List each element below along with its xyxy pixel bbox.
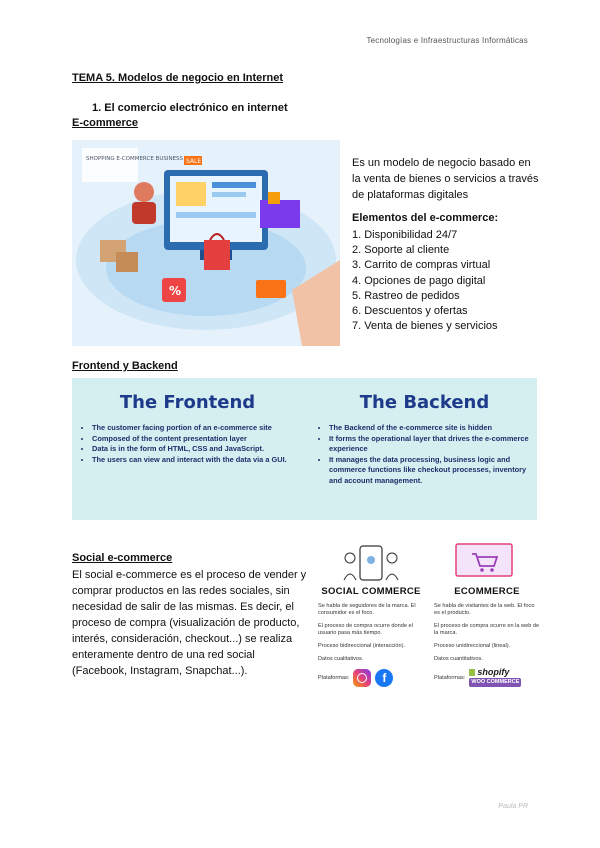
list-item: 7. Venta de bienes y servicios: [352, 320, 498, 333]
list-item: • It manages the data processing, business logic and commerce functions like checkout processes, inventory and account management.: [329, 455, 532, 487]
cart-screen-icon: [454, 542, 514, 582]
illustration-banner-text: SHOPPING E-COMMERCE BUSINESS: [86, 156, 184, 162]
list-item: El proceso de compra ocurre donde el usuario pasa más tiempo.: [318, 623, 413, 636]
social-platforms: [318, 669, 424, 687]
social-description: El social e-commerce es el proceso de vender y comprar productos en las redes sociales, sin necesidad de salir de las mismas. Es decir, el proceso de compra (visualización de producto, interés, consideración, checkout...) se realiza enteramente dentro de una red social (Facebook, Instagram, Snapchat...).: [72, 569, 307, 677]
backend-title: The Backend: [359, 392, 490, 413]
list-item: 3. Carrito de compras virtual: [352, 259, 491, 272]
list-item: Se habla de visitantes de la web. El foco es el producto.: [434, 603, 535, 616]
facebook-icon: f: [375, 669, 393, 687]
list-item: Proceso unidireccional (lineal).: [434, 643, 511, 649]
woocommerce-logo: WOO COMMERCE: [471, 679, 520, 685]
list-item: Proceso bidireccional (interacción).: [318, 643, 406, 649]
list-item: • Data is in the form of HTML, CSS and JavaScript.: [92, 444, 295, 455]
list-item: • Composed of the content presentation layer: [92, 434, 295, 445]
list-item: Se habla de seguidores de la marca. El consumidor es el foco.: [318, 603, 416, 616]
ecommerce-subheading: E-commerce: [72, 117, 139, 129]
social-subheading: Social e-commerce: [72, 552, 173, 564]
sale-tag-text: SALE: [186, 158, 202, 165]
section-heading: 1. El comercio electrónico en internet: [92, 102, 288, 114]
list-item: • The Backend of the e-commerce site is hidden: [329, 423, 532, 434]
shopify-logo: shopify: [469, 669, 509, 676]
list-item: Datos cuantitativos.: [434, 656, 483, 662]
list-item: El proceso de compra ocurre en la web de la marca.: [434, 623, 540, 636]
list-item: 5. Rastreo de pedidos: [352, 289, 460, 302]
commerce-comparison-graphic: [318, 540, 540, 710]
ecommerce-platforms: [434, 669, 540, 687]
list-item: 2. Soporte al cliente: [352, 244, 450, 257]
list-item: 4. Opciones de pago digital: [352, 274, 486, 287]
frontend-title: The Frontend: [119, 392, 256, 413]
social-commerce-column: [318, 540, 424, 687]
ecommerce-column: [434, 540, 540, 687]
social-people-icon: [342, 540, 400, 584]
list-item: Datos cualitativos.: [318, 656, 364, 662]
platforms-label: Plataformas:: [318, 674, 350, 681]
instagram-icon: [353, 669, 371, 687]
backend-column: [317, 392, 532, 486]
frontend-column: [80, 392, 295, 465]
platforms-label: Plataformas:: [434, 674, 466, 681]
ecommerce-illustration: [72, 140, 340, 346]
list-item: 1. Disponibilidad 24/7: [352, 229, 458, 241]
list-item: • It forms the operational layer that drives the e-commerce experience: [329, 434, 532, 455]
list-item: • The customer facing portion of an e-commerce site: [92, 423, 295, 434]
list-item: • The users can view and interact with the data via a GUI.: [92, 455, 295, 466]
elements-title: Elementos del e-commerce:: [352, 212, 499, 224]
backend-bullets: [317, 423, 532, 486]
social-commerce-title: SOCIAL COMMERCE: [321, 586, 421, 597]
list-item: 6. Descuentos y ofertas: [352, 305, 468, 318]
frontend-backend-subheading: Frontend y Backend: [72, 360, 178, 372]
frontend-bullets: [80, 423, 295, 465]
ecommerce-title: ECOMMERCE: [454, 586, 520, 597]
footer-note: Paula PR: [498, 803, 528, 810]
page-title: TEMA 5. Modelos de negocio en Internet: [72, 72, 284, 84]
page-header-note: Tecnologías e Infraestructuras Informáticas: [366, 36, 528, 45]
ecommerce-description: Es un modelo de negocio basado en la venta de bienes o servicios a través de plataformas digitales: [352, 157, 539, 201]
discount-symbol: %: [169, 284, 182, 298]
frontend-backend-graphic: [72, 378, 537, 520]
elements-list: [352, 228, 498, 334]
